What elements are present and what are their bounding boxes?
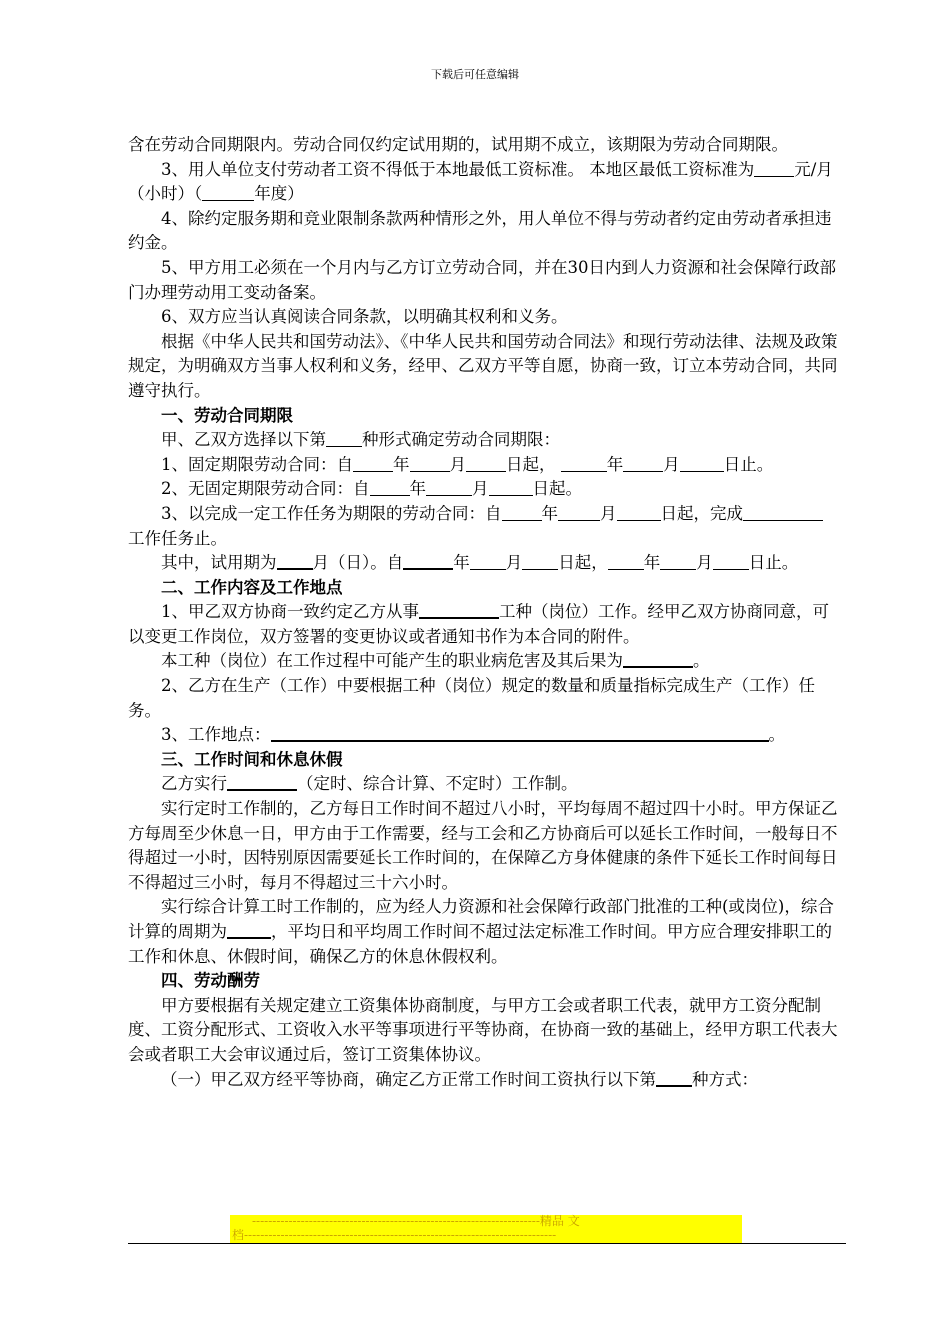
paragraph: 2、乙方在生产（工作）中要根据工种（岗位）规定的数量和质量指标完成生产（工作）任务。 (128, 676, 815, 720)
section-heading: 一、劳动合同期限 (161, 405, 293, 425)
paragraph: 实行定时工作制的，乙方每日工作时间不超过八小时，平均每周不超过四十小时。甲方保证乙方每周至少休息一日，甲方由于工作需要，经与工会和乙方协商后可以延长工作时间，一般每日不得超过一小时，因特别原因需要延长工作时间的，在保障乙方身体健康的条件下延长工作时间每日不得超过三小时，每月不得超过三十六小时。 (128, 799, 838, 892)
open-term-line: 2、无固定期限劳动合同：自 年 月 日起。 (161, 479, 582, 499)
paragraph: 6、双方应当认真阅读合同条款，以明确其权利和义务。 (161, 307, 568, 327)
task-term-line: 3、以完成一定工作任务为期限的劳动合同：自 年 月 日起，完成工作任务止。 (128, 502, 838, 551)
paragraph: 5、甲方用工必须在一个月内与乙方订立劳动合同，并在30日内到人力资源和社会保障行政部门办理劳动用工变动备案。 (128, 257, 836, 302)
paragraph: 根据《中华人民共和国劳动法》、《中华人民共和国劳动合同法》和现行劳动法律、法规及政策规定，为明确双方当事人权利和义务，经甲、乙双方平等自愿，协商一致，订立本劳动合同，共同遵守执行。 (128, 331, 838, 400)
blank-form (326, 430, 362, 447)
section-heading: 四、劳动酬劳 (161, 971, 260, 991)
work-location-line: 3、工作地点： 。 (161, 725, 785, 745)
paragraph: 4、除约定服务期和竞业限制条款两种情形之外，用人单位不得与劳动者约定由劳动者承担违约金。 (128, 208, 832, 253)
page-header: 下载后可任意编辑 (431, 68, 519, 81)
trial-period-line: 其中，试用期为 月（日）。自 年 月 日起， 年 月 日止。 (161, 553, 799, 573)
footer-rule (128, 1243, 846, 1244)
work-system-line: 乙方实行 （定时、综合计算、不定时）工作制。 (161, 774, 578, 794)
footer-line-2: 档----------------------------------------------------------------------------- (232, 1228, 557, 1242)
job-type-line: 1、甲乙双方协商一致约定乙方从事 工种（岗位）工作。经甲乙双方协商同意，可以变更工作岗位，双方签署的变更协议或者通知书作为本合同的附件。 (128, 602, 829, 646)
paragraph: 甲方要根据有关规定建立工资集体协商制度，与甲方工会或者职工代表，就甲方工资分配制度、工资分配形式、工资收入水平等事项进行平等协商，在协商一致的基础上，经甲方职工代表大会或者职工大会审议通过后，签订工资集体协议。 (128, 995, 838, 1064)
blank-wage (754, 160, 794, 177)
footer-watermark (232, 1214, 742, 1242)
paragraph: 含在劳动合同期限内。劳动合同仅约定试用期的，试用期不成立，该期限为劳动合同期限。 (128, 135, 788, 154)
document-body (128, 133, 838, 1092)
fixed-term-line: 1、固定期限劳动合同：自 年 月 日起， 年 月 日止。 (161, 454, 774, 474)
contract-type-line: 甲、乙双方选择以下第 种形式确定劳动合同期限： (161, 430, 560, 450)
hazard-line: 本工种（岗位）在工作过程中可能产生的职业病危害及其后果为 。 (161, 651, 710, 671)
section-heading: 三、工作时间和休息休假 (161, 749, 343, 769)
section-heading: 二、工作内容及工作地点 (161, 577, 343, 597)
blank-year (202, 184, 254, 201)
wage-method-line: （一）甲乙双方经平等协商，确定乙方正常工作时间工资执行以下第 种方式： (161, 1069, 758, 1089)
paragraph-min-wage: 3、用人单位支付劳动者工资不得低于本地最低工资标准。 本地区最低工资标准为 元/月（小时）（ 年度） (128, 159, 833, 204)
comprehensive-hours-line: 实行综合计算工时工作制的，应为经人力资源和社会保障行政部门批准的工种(或岗位)，综合计算的周期为 ，平均日和平均周工作时间不超过法定标准工作时间。甲方应合理安排职工的工作和休息、休假时间，确保乙方的休息休假权利。 (128, 897, 834, 966)
footer-line-1: -----------------------------------------------------------------------精品 文 (252, 1214, 580, 1228)
